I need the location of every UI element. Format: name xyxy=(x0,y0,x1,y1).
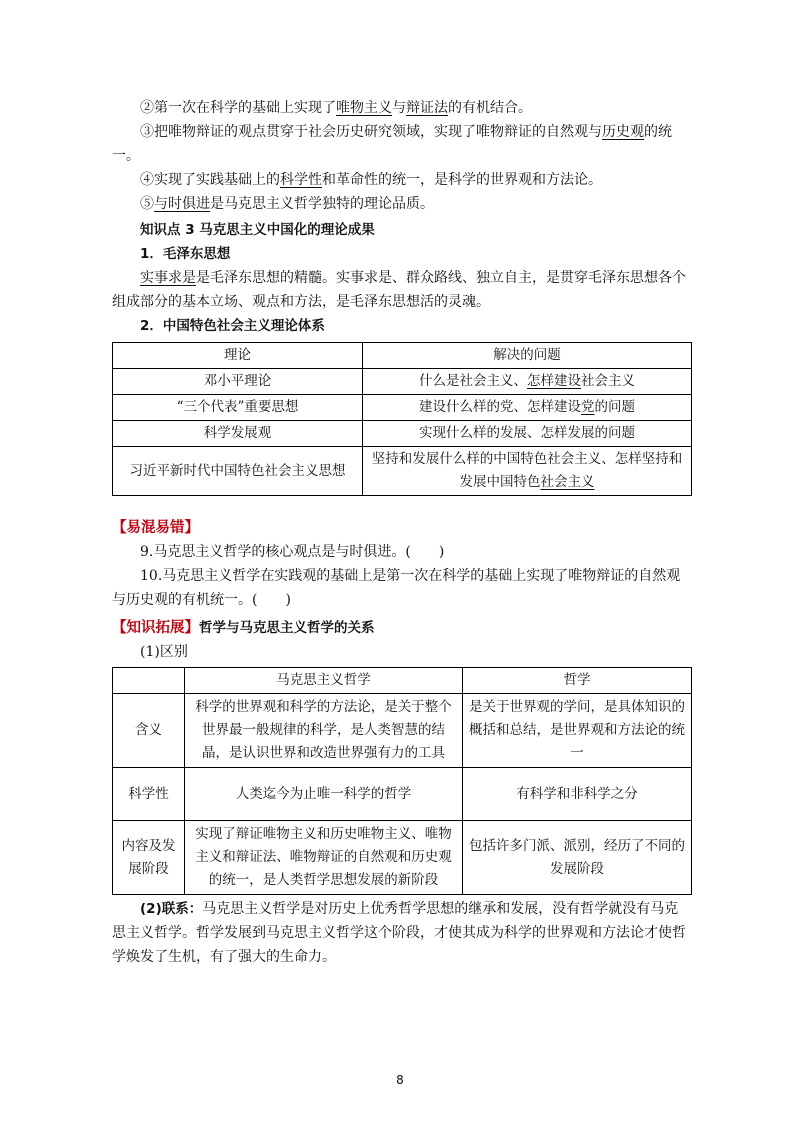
question-cell xyxy=(363,395,692,421)
theory-cell: 邓小平理论 xyxy=(113,369,363,395)
tuozhan-title: 哲学与马克思主义哲学的关系 xyxy=(199,620,375,636)
question-9: 9.马克思主义哲学的核心观点是与时俱进。( ) xyxy=(140,544,445,560)
mao-paragraph xyxy=(112,266,692,314)
text: 与 xyxy=(392,100,406,116)
table-row xyxy=(113,447,692,496)
text: 是毛泽东思想的精髓。实事求是、群众路线、独立自主，是贯穿毛泽东思想各个组成部分的基本立场、观点和方法，是毛泽东思想活的灵魂。 xyxy=(112,270,686,310)
text: 是马克思主义哲学独特的理论品质。 xyxy=(210,196,434,212)
table-header: 解决的问题 xyxy=(363,343,692,369)
table-header-row xyxy=(113,668,692,694)
theory-table xyxy=(112,342,692,496)
document-page xyxy=(112,96,692,969)
row-label: 含义 xyxy=(113,694,185,768)
question-cell xyxy=(363,369,692,395)
question-cell xyxy=(363,421,692,447)
row-label: 内容及发展阶段 xyxy=(113,821,185,895)
text: ②第一次在科学的基础上实现了 xyxy=(140,100,336,116)
underlined-term: 与时俱进 xyxy=(154,196,210,212)
table-row xyxy=(113,395,692,421)
yihun-title: 【易混易错】 xyxy=(112,520,199,536)
table-row xyxy=(113,821,692,895)
paragraph-4 xyxy=(112,168,692,192)
marx-cell: 人类迄今为止唯一科学的哲学 xyxy=(185,768,463,821)
table-header: 哲学 xyxy=(463,668,692,694)
text: ③把唯物辩证的观点贯穿于社会历史研究领域，实现了唯物辩证的自然观与 xyxy=(140,124,602,140)
text: 坚持和发展什么样的中国特色社会主义、怎样坚持和发展中国特色 xyxy=(371,451,683,490)
kp3-sub2: 2．中国特色社会主义理论体系 xyxy=(140,318,325,334)
tuozhan-sub2 xyxy=(112,897,692,969)
table-header xyxy=(113,668,185,694)
marx-cell: 实现了辩证唯物主义和历史唯物主义、唯物主义和辩证法、唯物辩证的自然观和历史观的统一，是人类哲学思想发展的新阶段 xyxy=(185,821,463,895)
phil-cell: 是关于世界观的学问，是具体知识的概括和总结，是世界观和方法论的统一 xyxy=(463,694,692,768)
phil-cell: 有科学和非科学之分 xyxy=(463,768,692,821)
underlined-term: 历史观 xyxy=(602,124,644,140)
sub2-text: 马克思主义哲学是对历史上优秀哲学思想的继承和发展，没有哲学就没有马克思主义哲学。哲学发展到马克思主义哲学这个阶段，才使其成为科学的世界观和方法论才使哲学焕发了生机，有了强大的生命力。 xyxy=(112,901,686,965)
table-header-row xyxy=(113,343,692,369)
marx-cell: 科学的世界观和科学的方法论，是关于整个世界最一般规律的科学，是人类智慧的结晶，是认识世界和改造世界强有力的工具 xyxy=(185,694,463,768)
paragraph-2 xyxy=(112,96,692,120)
text: ⑤ xyxy=(140,196,154,212)
kp3-title: 知识点 3 马克思主义中国化的理论成果 xyxy=(140,222,375,238)
table-row xyxy=(113,421,692,447)
tuozhan-sub1: (1)区别 xyxy=(140,644,188,660)
text: 的统一。 xyxy=(112,124,672,164)
table-row xyxy=(113,768,692,821)
table-header: 马克思主义哲学 xyxy=(185,668,463,694)
text: 什么是社会主义、 xyxy=(419,373,527,389)
question-10: 10.马克思主义哲学在实践观的基础上是第一次在科学的基础上实现了唯物辩证的自然观与历史观的有机统一。( ) xyxy=(112,568,681,608)
phil-cell: 包括许多门派、派别，经历了不同的发展阶段 xyxy=(463,821,692,895)
paragraph-3 xyxy=(112,120,692,168)
underlined-term: 实事求是 xyxy=(140,270,196,286)
underlined-term: 怎样建设 xyxy=(527,373,581,389)
page-number: 8 xyxy=(396,1073,404,1087)
text: 社会主义 xyxy=(581,373,635,389)
underlined-term: 唯物主义 xyxy=(336,100,392,116)
text: 的有机结合。 xyxy=(448,100,532,116)
theory-cell: “三个代表”重要思想 xyxy=(113,395,363,421)
tuozhan-heading xyxy=(112,616,692,640)
text: 和革命性的统一，是科学的世界观和方法论。 xyxy=(322,172,602,188)
table-row xyxy=(113,694,692,768)
theory-cell: 科学发展观 xyxy=(113,421,363,447)
theory-cell: 习近平新时代中国特色社会主义思想 xyxy=(113,447,363,496)
comparison-table xyxy=(112,667,692,895)
sub2-label: (2)联系： xyxy=(140,901,203,917)
kp3-sub1: 1．毛泽东思想 xyxy=(140,246,231,262)
question-cell xyxy=(363,447,692,496)
row-label: 科学性 xyxy=(113,768,185,821)
underlined-term: 社会主义 xyxy=(540,474,595,490)
tuozhan-tag: 【知识拓展】 xyxy=(112,620,199,636)
text: 实现什么样的发展、怎样发展的问题 xyxy=(419,425,635,441)
underlined-term: 辩证法 xyxy=(406,100,448,116)
underlined-term: 科学性 xyxy=(280,172,322,188)
text: 建设什么样的党、怎样建设 xyxy=(419,399,581,415)
underlined-term: 党 xyxy=(581,399,595,415)
text: ④实现了实践基础上的 xyxy=(140,172,280,188)
text: 的问题 xyxy=(594,399,635,415)
table-row xyxy=(113,369,692,395)
paragraph-5 xyxy=(112,192,692,216)
table-header: 理论 xyxy=(113,343,363,369)
